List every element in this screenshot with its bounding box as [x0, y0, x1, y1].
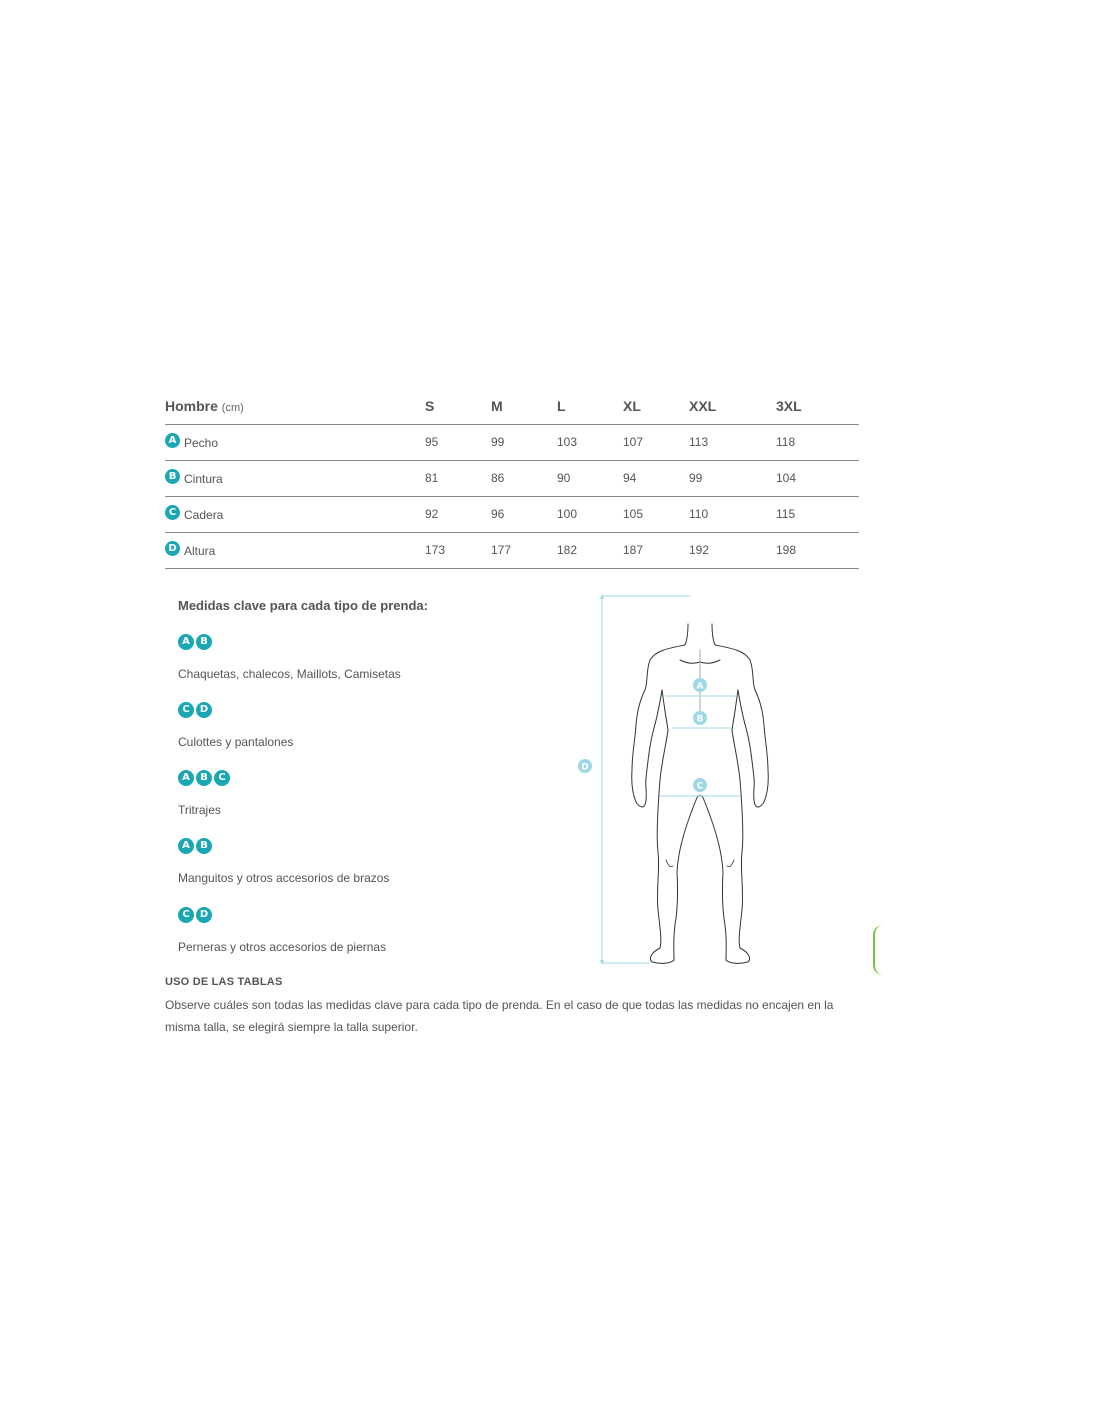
table-cell: 198 [776, 532, 859, 568]
marker-d-label: D [581, 762, 589, 773]
table-cell: 105 [623, 496, 689, 532]
height-marker [578, 759, 592, 773]
badge-b-icon: B [196, 770, 212, 786]
row-label: Cintura [184, 471, 223, 486]
table-cell: 104 [776, 460, 859, 496]
row-label-cell [165, 424, 425, 460]
badge-c-icon: C [214, 770, 230, 786]
table-cell: 187 [623, 532, 689, 568]
marker-c-label: C [696, 781, 704, 792]
key-group-leg-accessories [178, 907, 386, 954]
badge-a-icon: A [178, 634, 194, 650]
key-group-label: Manguitos y otros accesorios de brazos [178, 871, 390, 885]
hip-measure-line [660, 778, 740, 796]
body-outline-illustration [570, 590, 780, 968]
key-group-arm-accessories [178, 838, 389, 885]
badge-d-icon: D [165, 541, 180, 556]
table-row [165, 496, 859, 532]
usage-title: USO DE LAS TABLAS [165, 976, 283, 988]
table-cell: 96 [491, 496, 557, 532]
table-cell: 192 [689, 532, 776, 568]
badge-c-icon: C [165, 505, 180, 520]
table-cell: 110 [689, 496, 776, 532]
row-label: Cadera [184, 507, 224, 522]
table-cell: 90 [557, 460, 623, 496]
size-table [165, 388, 859, 569]
table-cell: 81 [425, 460, 491, 496]
table-cell: 99 [491, 424, 557, 460]
table-cell: 94 [623, 460, 689, 496]
size-header-s: S [425, 388, 491, 424]
size-header-m: M [491, 388, 557, 424]
table-cell: 182 [557, 532, 623, 568]
marker-b-label: B [696, 714, 704, 725]
table-row [165, 424, 859, 460]
key-group-label: Tritrajes [178, 803, 221, 817]
side-feedback-tab[interactable] [873, 925, 883, 975]
badge-c-icon: C [178, 907, 194, 923]
size-header-xl: XL [623, 388, 689, 424]
badge-b-icon: B [196, 634, 212, 650]
key-group-label: Chaquetas, chalecos, Maillots, Camisetas [178, 667, 401, 681]
key-group-pants [178, 702, 293, 749]
badge-b-icon: B [165, 469, 180, 484]
key-group-label: Perneras y otros accesorios de piernas [178, 940, 387, 954]
badge-a-icon: A [165, 433, 180, 448]
table-cell: 100 [557, 496, 623, 532]
table-cell: 86 [491, 460, 557, 496]
key-badges [178, 702, 293, 718]
badge-d-icon: D [196, 702, 212, 718]
badge-c-icon: C [178, 702, 194, 718]
row-label: Altura [184, 543, 216, 558]
usage-text: Observe cuáles son todas las medidas clave para cada tipo de prenda. En el caso de que todas las medidas no encajen en la misma talla, se elegirá siempre la talla superior. [165, 998, 834, 1034]
table-header-row [165, 388, 859, 424]
size-header-xxl: XXL [689, 388, 776, 424]
table-unit: (cm) [221, 401, 244, 414]
body-measurement-figure [570, 590, 780, 968]
table-title [165, 388, 425, 424]
table-title-text: Hombre [165, 397, 218, 414]
table-cell: 99 [689, 460, 776, 496]
table-cell: 177 [491, 532, 557, 568]
table-cell: 103 [557, 424, 623, 460]
row-label-cell [165, 532, 425, 568]
row-label-cell [165, 496, 425, 532]
table-cell: 107 [623, 424, 689, 460]
badge-a-icon: A [178, 770, 194, 786]
table-cell: 118 [776, 424, 859, 460]
table-row [165, 460, 859, 496]
key-measures-section [178, 596, 518, 954]
table-cell: 113 [689, 424, 776, 460]
key-group-trisuits [178, 770, 230, 817]
table-cell: 173 [425, 532, 491, 568]
key-badges [178, 770, 230, 786]
badge-d-icon: D [196, 907, 212, 923]
key-badges [178, 907, 386, 923]
badge-a-icon: A [178, 838, 194, 854]
key-badges [178, 838, 389, 854]
size-header-l: L [557, 388, 623, 424]
table-cell: 95 [425, 424, 491, 460]
table-cell: 115 [776, 496, 859, 532]
table-cell: 92 [425, 496, 491, 532]
human-figure [632, 624, 769, 963]
key-group-label: Culottes y pantalones [178, 735, 294, 749]
row-label: Pecho [184, 435, 219, 450]
chest-measure-line [665, 678, 737, 696]
table-row [165, 532, 859, 568]
usage-section [165, 976, 865, 1038]
size-header-3xl: 3XL [776, 388, 859, 424]
key-measures-title: Medidas clave para cada tipo de prenda: [178, 598, 428, 613]
badge-b-icon: B [196, 838, 212, 854]
waist-measure-line [672, 711, 732, 728]
key-group-jackets [178, 634, 401, 681]
marker-a-label: A [696, 681, 704, 692]
row-label-cell [165, 460, 425, 496]
key-badges [178, 634, 401, 650]
